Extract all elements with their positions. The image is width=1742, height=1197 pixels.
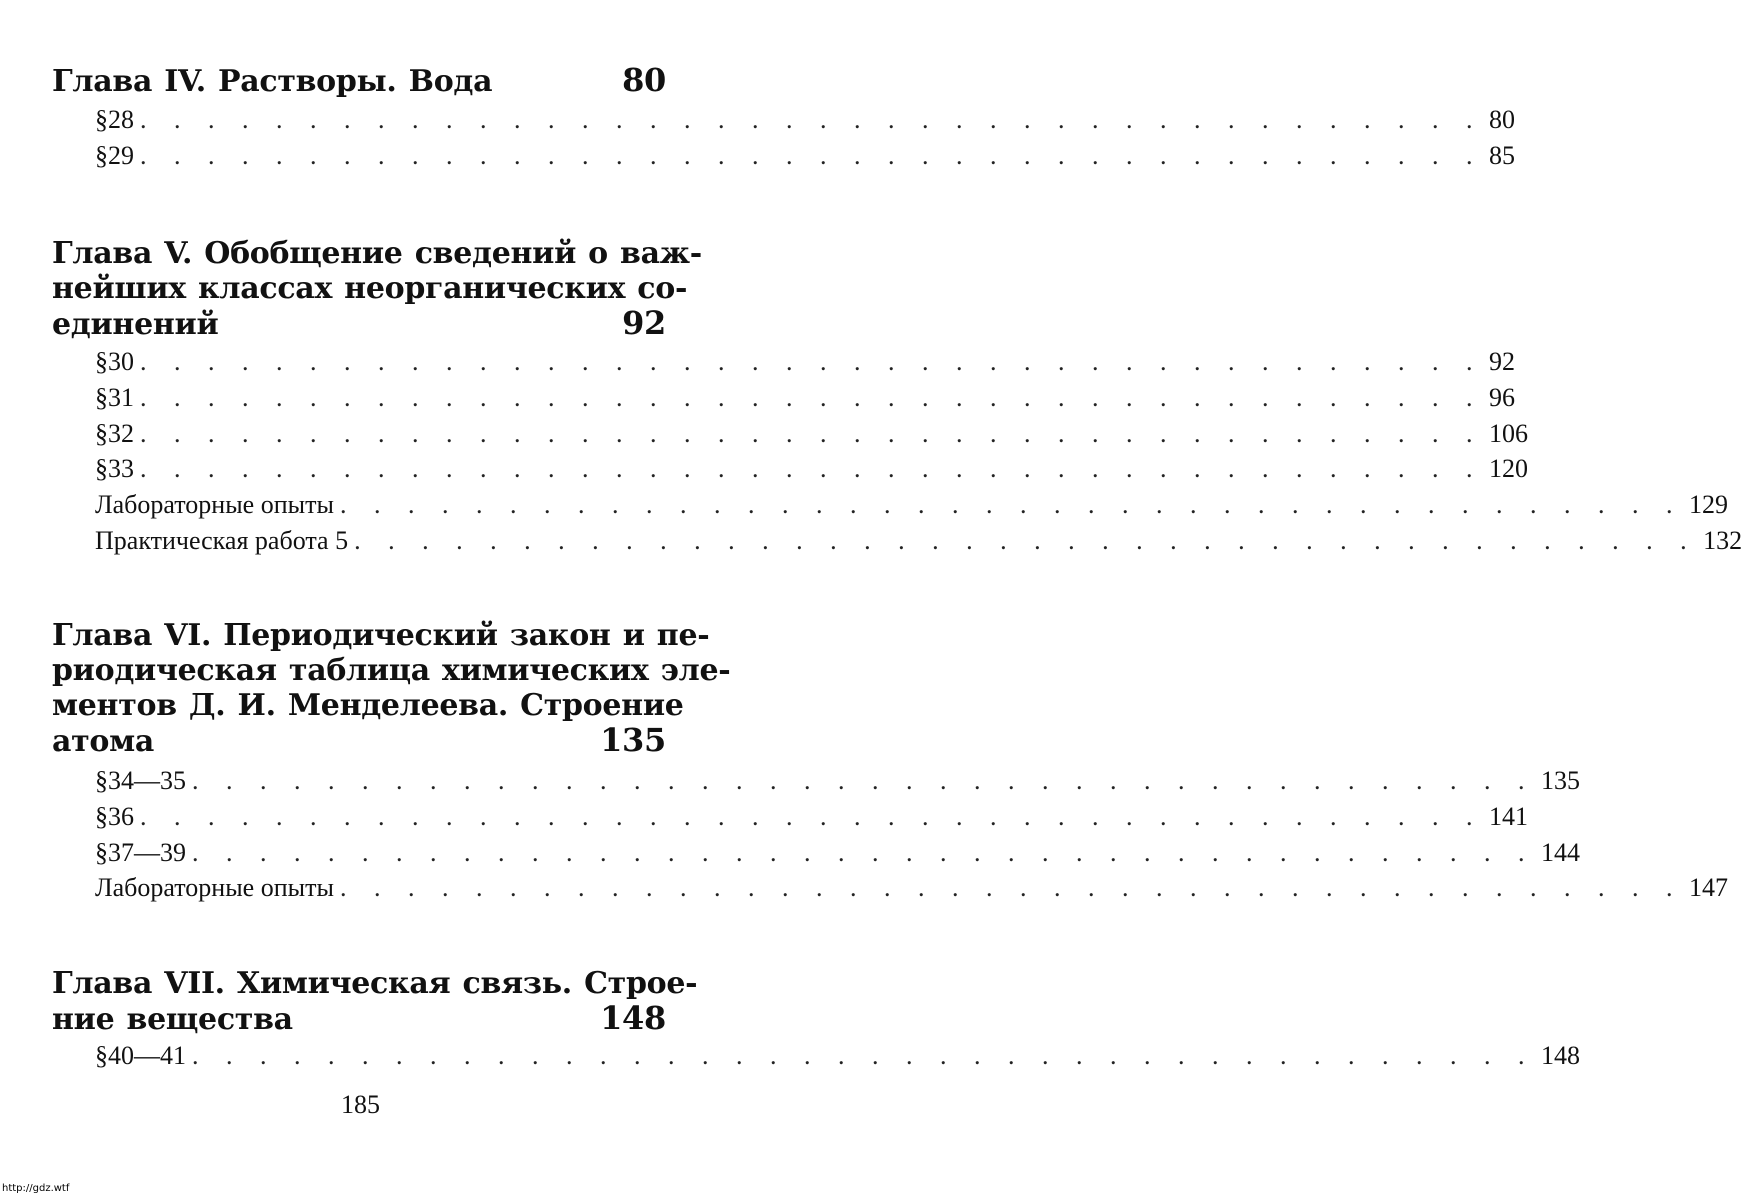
entry-label: §32 bbox=[95, 419, 134, 448]
entry-label: §37—39 bbox=[95, 838, 186, 867]
chapter-7-title-line-2: ние вещества bbox=[52, 1002, 293, 1037]
toc-entry-33[interactable] bbox=[95, 451, 1528, 487]
chapter-5-title-line-2: нейших классах неорганических со- bbox=[52, 271, 688, 306]
dot-leader: . . . . . . . . . . . . . . . . . . . . . . . . . . . . . . . . . . . . . . . . bbox=[140, 105, 1483, 134]
entry-page: 96 bbox=[1489, 383, 1515, 412]
entry-page: 120 bbox=[1489, 454, 1528, 483]
page-number: 185 bbox=[341, 1090, 380, 1119]
dot-leader: . . . . . . . . . . . . . . . . . . . . . . . . . . . . . . . . . . . . . . . . bbox=[192, 766, 1535, 795]
toc-entry-31[interactable] bbox=[95, 380, 1515, 416]
toc-entry-32[interactable] bbox=[95, 416, 1528, 452]
watermark-link[interactable]: http://gdz.wtf bbox=[2, 1183, 70, 1194]
dot-leader: . . . . . . . . . . . . . . . . . . . . . . . . . . . . . . . . . . . . . . . . bbox=[339, 490, 1683, 519]
chapter-6-title-line-1: Глава VI. Периодический закон и пе- bbox=[52, 618, 710, 653]
entry-page: 147 bbox=[1688, 873, 1728, 902]
entry-label: Лабораторные опыты bbox=[95, 873, 334, 902]
entry-page: 106 bbox=[1489, 419, 1528, 448]
dot-leader: . . . . . . . . . . . . . . . . . . . . . . . . . . . . . . . . . . . . . . . . bbox=[140, 419, 1483, 448]
toc-entry-36[interactable] bbox=[95, 799, 1528, 835]
entry-label: §28 bbox=[95, 105, 134, 134]
entry-label: §33 bbox=[95, 454, 134, 483]
entry-page: 135 bbox=[1541, 766, 1580, 795]
entry-page: 80 bbox=[1489, 105, 1515, 134]
entry-page: 144 bbox=[1541, 838, 1580, 867]
entry-label: Лабораторные опыты bbox=[95, 490, 334, 519]
chapter-5-title-line-3: единений bbox=[52, 307, 219, 342]
chapter-4-title bbox=[52, 63, 666, 98]
chapter-7-page: 148 bbox=[600, 999, 666, 1037]
toc-entry-28[interactable] bbox=[95, 102, 1515, 138]
toc-entry-practical-work-5[interactable] bbox=[95, 523, 1742, 559]
chapter-4-title-line-1: Глава IV. Растворы. Вода bbox=[52, 64, 493, 99]
entry-label: §30 bbox=[95, 347, 134, 376]
toc-entry-40-41[interactable] bbox=[95, 1038, 1580, 1074]
toc-entry-30[interactable] bbox=[95, 344, 1515, 380]
dot-leader: . . . . . . . . . . . . . . . . . . . . . . . . . . . . . . . . . . . . . . . . bbox=[140, 347, 1483, 376]
toc-entry-29[interactable] bbox=[95, 138, 1515, 174]
entry-page: 141 bbox=[1489, 802, 1528, 831]
chapter-6-title-line-4: атома bbox=[52, 724, 155, 759]
chapter-5-title bbox=[52, 236, 702, 342]
entry-page: 92 bbox=[1489, 347, 1515, 376]
entry-page: 129 bbox=[1688, 490, 1728, 519]
dot-leader: . . . . . . . . . . . . . . . . . . . . . . . . . . . . . . . . . . . . . . . . bbox=[192, 838, 1535, 867]
chapter-7-title bbox=[52, 966, 698, 1037]
dot-leader: . . . . . . . . . . . . . . . . . . . . . . . . . . . . . . . . . . . . . . . . bbox=[140, 383, 1483, 412]
chapter-6-title-line-2: риодическая таблица химических эле- bbox=[52, 653, 731, 688]
dot-leader: . . . . . . . . . . . . . . . . . . . . . . . . . . . . . . . . . . . . . . . . bbox=[354, 526, 1698, 555]
dot-leader: . . . . . . . . . . . . . . . . . . . . . . . . . . . . . . . . . . . . . . . . bbox=[140, 802, 1483, 831]
toc-entry-lab-experiments-5[interactable] bbox=[95, 487, 1728, 523]
chapter-5-page: 92 bbox=[622, 304, 666, 342]
entry-page: 132 bbox=[1703, 526, 1742, 555]
entry-label: Практическая работа 5 bbox=[95, 526, 349, 555]
dot-leader: . . . . . . . . . . . . . . . . . . . . . . . . . . . . . . . . . . . . . . . . bbox=[140, 141, 1483, 170]
chapter-7-title-line-1: Глава VII. Химическая связь. Строе- bbox=[52, 966, 698, 1001]
entry-label: §34—35 bbox=[95, 766, 186, 795]
chapter-5-title-line-1: Глава V. Обобщение сведений о важ- bbox=[52, 236, 702, 271]
entry-label: §40—41 bbox=[95, 1041, 186, 1070]
chapter-4-page: 80 bbox=[622, 61, 666, 99]
entry-label: §36 bbox=[95, 802, 134, 831]
dot-leader: . . . . . . . . . . . . . . . . . . . . . . . . . . . . . . . . . . . . . . . . bbox=[140, 454, 1483, 483]
dot-leader: . . . . . . . . . . . . . . . . . . . . . . . . . . . . . . . . . . . . . . . . bbox=[339, 873, 1683, 902]
toc-entry-lab-experiments-6[interactable] bbox=[95, 870, 1728, 906]
toc-entry-37-39[interactable] bbox=[95, 835, 1580, 871]
chapter-6-page: 135 bbox=[600, 721, 666, 759]
chapter-6-title-line-3: ментов Д. И. Менделеева. Строение bbox=[52, 688, 684, 723]
chapter-6-title bbox=[52, 618, 731, 759]
entry-page: 148 bbox=[1541, 1041, 1580, 1070]
dot-leader: . . . . . . . . . . . . . . . . . . . . . . . . . . . . . . . . . . . . . . . . bbox=[192, 1041, 1535, 1070]
entry-label: §31 bbox=[95, 383, 134, 412]
toc-entry-34-35[interactable] bbox=[95, 763, 1580, 799]
entry-label: §29 bbox=[95, 141, 134, 170]
entry-page: 85 bbox=[1489, 141, 1515, 170]
